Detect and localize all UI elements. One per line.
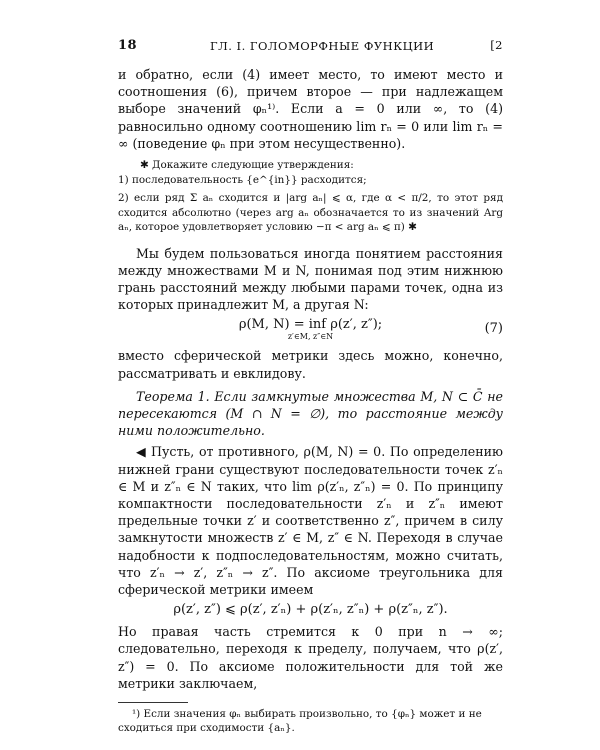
exercise-block: [118, 158, 503, 235]
equation-number: (7): [484, 321, 503, 337]
page-number: 18: [118, 38, 138, 53]
paragraph-1: и обратно, если (4) имеет место, то имеют место и соотношения (6), причем второе — при надлежащем выборе значений φₙ¹⁾. Если a = 0 или ∞, то (4) равносильно одному соотношению lim rₙ = 0 или lim rₙ = ∞ (поведение φₙ при этом несущественно).: [118, 67, 503, 151]
paragraph-distance: Мы будем пользоваться иногда понятием расстояния между множествами M и N, понимая под этим нижнюю грань расстояний между любыми парами точек, одна из которых принадлежит M, а другая N:: [118, 245, 503, 313]
chapter-title: ГЛ. I. ГОЛОМОРФНЫЕ ФУНКЦИИ: [210, 39, 435, 53]
formula-7: [118, 317, 503, 341]
section-marker: [2: [490, 38, 503, 52]
triangle-inequality: ρ(z′, z″) ⩽ ρ(z′, z′ₙ) + ρ(z′ₙ, z″ₙ) + ρ(z″ₙ, z″).: [173, 602, 448, 618]
book-page: [118, 38, 503, 735]
proof-paragraph: ◀ Пусть, от противного, ρ(M, N) = 0. По определению нижней грани существуют последовательности точек z′ₙ ∈ M и z″ₙ ∈ N таких, что lim ρ(z′ₙ, z″ₙ) = 0. По принципу компактности последовательности z′ₙ и z″ₙ имеют предельные точки z′ и соответственно z″, причем в силу замкнутости множеств z′ ∈ M, z″ ∈ N. Переходя в случае надобности к подпоследовательностям, можно считать, что z′ₙ → z′, z″ₙ → z″. По аксиоме треугольника для сферической метрики имеем: [118, 444, 503, 597]
formula-triangle: [118, 602, 503, 617]
footnote: ¹) Если значения φₙ выбирать произвольно, то {φₙ} может и не сходиться при сходимости {aₙ}.: [118, 707, 482, 734]
exercise-intro: ✱ Докажите следующие утверждения:: [140, 159, 354, 172]
exercise-item-1: 1) последовательность {e^{in}} расходится;: [118, 173, 367, 186]
formula-7-subscript: z′∈M, z″∈N: [287, 332, 334, 342]
footnote-rule: [118, 702, 188, 703]
formula-7-text: ρ(M, N) = inf ρ(z′, z″);: [238, 317, 383, 333]
exercise-item-2: 2) если ряд Σ aₙ сходится и |arg aₙ| ⩽ α, где α < π/2, то этот ряд сходится абсолютно (через arg aₙ обозначается то из значений Arg aₙ, которое удовлетворяет условию −π < arg aₙ ⩽ π) ✱: [118, 192, 503, 234]
paragraph-metric: вместо сферической метрики здесь можно, конечно, рассматривать и евклидову.: [118, 348, 503, 381]
theorem-1: Теорема 1. Если замкнутые множества M, N ⊂ C̄ не пересекаются (M ∩ N = ∅), то расстояние между ними положительно.: [118, 388, 503, 439]
paragraph-conclusion: Но правая часть стремится к 0 при n → ∞; следовательно, переходя к пределу, получаем, что ρ(z′, z″) = 0. По аксиоме положительности для той же метрики заключаем,: [118, 624, 503, 691]
running-header: [118, 38, 503, 56]
